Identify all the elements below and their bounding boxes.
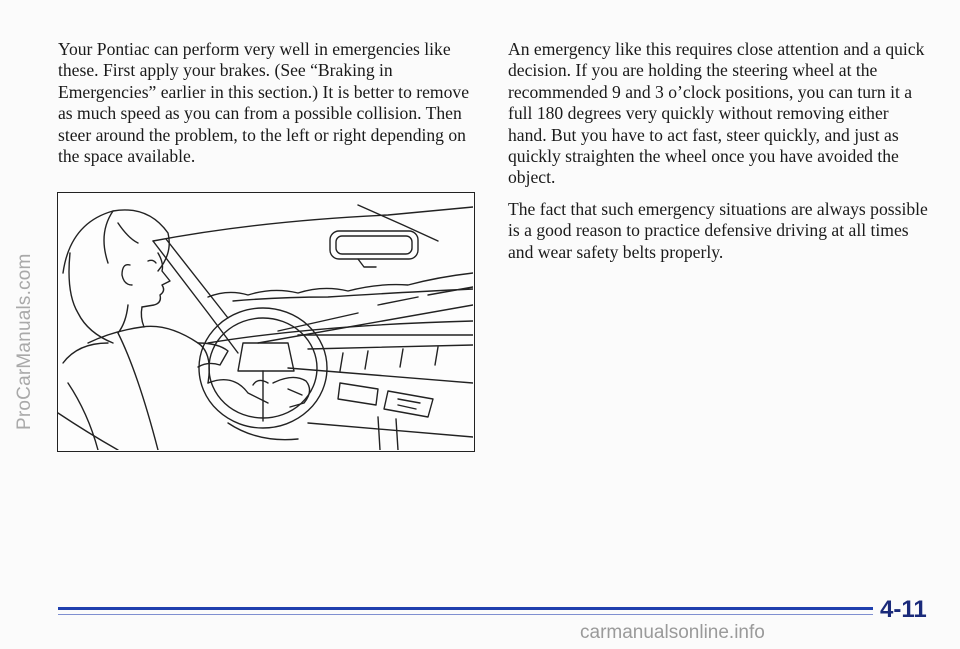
left-paragraph: Your Pontiac can perform very well in emergencies like these. First apply your brakes. (See “Braking in Emergencies” earlier in this section.) It is better to remove as much speed as you can from a possible collision. Then steer around the problem, to the left or right depending on the space available. <box>58 39 470 167</box>
right-paragraph-1: An emergency like this requires close attention and a quick decision. If you are holding the steering wheel at the recommended 9 and 3 o’clock positions, you can turn it a full 180 degrees very quickly without removing either hand. But you have to act fast, steer quickly, and just as quickly straighten the wheel once you have avoided the object. <box>508 39 925 188</box>
side-watermark: ProCarManuals.com <box>14 253 35 430</box>
driver-illustration <box>57 192 475 452</box>
footer-rule <box>58 607 873 610</box>
right-column <box>508 39 928 263</box>
right-paragraph-2: The fact that such emergency situations are always possible is a good reason to practice defensive driving at all times and wear safety belts properly. <box>508 198 928 262</box>
left-column <box>58 39 480 167</box>
driver-steering-drawing <box>58 193 473 450</box>
footer-rule-thin <box>58 614 873 615</box>
bottom-watermark: carmanualsonline.info <box>580 622 765 643</box>
page-number: 4-11 <box>880 596 927 623</box>
